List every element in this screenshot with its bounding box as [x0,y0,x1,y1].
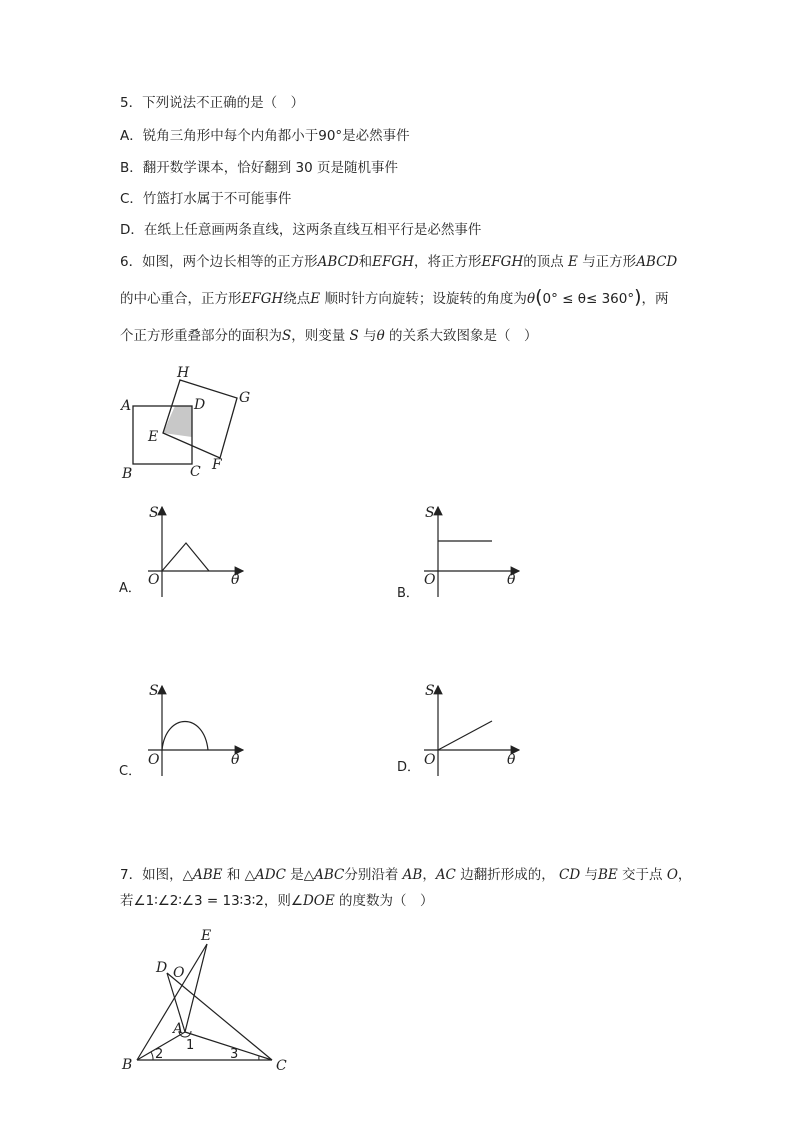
label-h: H [177,365,190,381]
curve-triangle [162,543,209,571]
label-angle-1: 1 [186,1038,195,1053]
q6-line-2: 的中心重合，正方形EFGH绕点E 顺时针方向旋转；设旋转的角度为θ(0° ≤ θ≤ 360°)，两 [120,286,669,308]
q5-option-d: D．在纸上任意画两条直线，这两条直线互相平行是必然事件 [120,222,482,238]
q7-line-1: 7．如图，△ABE 和 △ADC 是△ABC分别沿着 AB，AC 边翻折形成的， CD 与BE 交于点 O， [120,867,692,883]
theta-label: θ [507,752,516,768]
label-c: C [276,1058,287,1074]
option-a-label: A． [119,581,141,596]
q5-option-c: C．竹篮打水属于不可能事件 [120,191,292,207]
curve-arc [162,722,208,751]
label-c: C [190,464,201,480]
s-label: S [149,683,159,699]
label-d: D [194,397,206,413]
q5-option-a: A．锐角三角形中每个内角都小于90°是必然事件 [120,128,410,144]
o-label: O [424,572,436,588]
option-c-label: C． [119,764,142,779]
option-b-label: B． [397,586,419,601]
q6-squares-figure [119,365,250,482]
q7-triangle-figure [121,928,287,1074]
label-g: G [239,390,251,406]
s-label: S [425,505,435,521]
graph-a [119,505,243,597]
s-label: S [149,505,159,521]
theta-label: θ [231,752,240,768]
option-d-label: D． [397,760,421,775]
q6-line-1: 6．如图，两个边长相等的正方形ABCD和EFGH，将正方形EFGH的顶点 E 与正方形ABCD [120,254,678,270]
label-angle-3: 3 [230,1047,239,1062]
q5-option-b: B．翻开数学课本，恰好翻到 30 页是随机事件 [120,160,399,176]
label-b: B [122,466,133,482]
label-d: D [156,960,168,976]
s-label: S [425,683,435,699]
segment-be [137,944,207,1060]
label-f: F [212,457,222,473]
label-e: E [148,429,159,445]
label-o: O [173,965,185,981]
segment-ac [185,1032,272,1060]
theta-label: θ [507,572,516,588]
graph-c [119,683,243,779]
q5-stem: 5．下列说法不正确的是（ ） [120,95,305,111]
o-label: O [148,752,160,768]
angle-2-arc [151,1052,153,1060]
q7-line-2: 若∠1∶∠2∶∠3 = 13∶3∶2，则∠DOE 的度数为（ ） [120,893,434,909]
label-a: A [121,398,132,414]
graph-b [397,505,519,601]
segment-dc [167,973,272,1060]
label-a: A [173,1021,184,1037]
theta-label: θ [231,572,240,588]
label-angle-2: 2 [155,1047,164,1062]
label-e: E [201,928,212,944]
curve-linear [438,721,492,750]
graph-d [397,683,519,776]
label-b: B [122,1057,133,1073]
o-label: O [424,752,436,768]
q6-line-3: 个正方形重叠部分的面积为S，则变量 S 与θ 的关系大致图象是（ ） [120,328,538,344]
o-label: O [148,572,160,588]
segment-ea [185,944,207,1032]
